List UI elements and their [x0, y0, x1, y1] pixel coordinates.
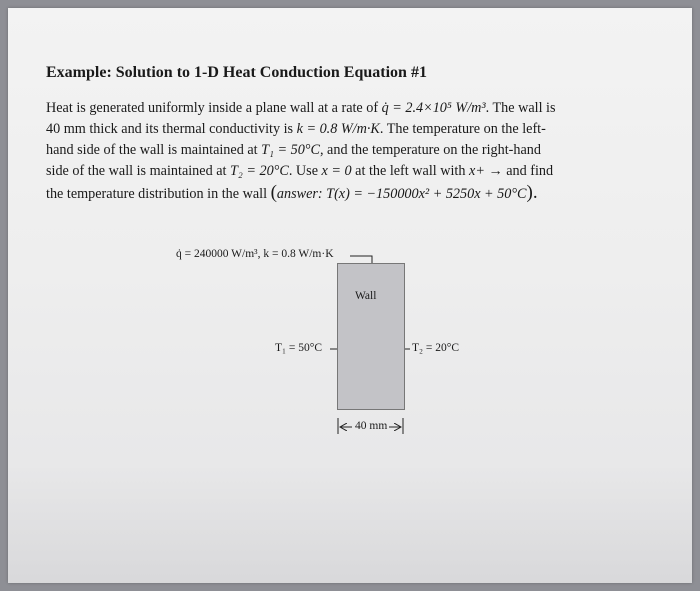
problem-line-2: 40 mm thick and its thermal conductivity is k = 0.8 W/m·K. The temperature on the left-	[46, 121, 546, 137]
answer-expression: : T(x) = −150000x² + 5250x + 50°C	[317, 186, 527, 202]
origin-expression: x = 0	[321, 163, 352, 179]
answer-open-paren: (	[270, 182, 277, 203]
given-values-label: q̇ = 240000 W/m³, k = 0.8 W/m·K	[176, 248, 334, 260]
left-temperature-expression: T₁ = 50°C	[261, 142, 320, 158]
right-temperature-label: T₂ = 20°C	[412, 342, 460, 354]
problem-line-3: hand side of the wall is maintained at T₁ = 50°C, and the temperature on the right-hand	[46, 142, 541, 158]
wall-label: Wall	[355, 290, 377, 302]
thickness-label: 40 mm	[355, 420, 388, 432]
right-temperature-expression: T₂ = 20°C	[230, 163, 289, 179]
conductivity-expression: k = 0.8 W/m·K	[296, 121, 380, 137]
problem-line-5: the temperature distribution in the wall (answer: T(x) = −150000x² + 5250x + 50°C).	[46, 182, 538, 203]
left-temperature-label: T₁ = 50°C	[275, 342, 323, 354]
answer-close-paren: ).	[526, 182, 538, 203]
answer-label: answer	[276, 186, 318, 202]
wall-rectangle	[337, 263, 405, 410]
heat-generation-expression: q̇ = 2.4×10⁵ W/m³	[381, 100, 486, 116]
problem-line-4: side of the wall is maintained at T₂ = 20°C. Use x = 0 at the left wall with x+ → and find	[46, 163, 554, 179]
problem-line-1: Heat is generated uniformly inside a plane wall at a rate of q̇ = 2.4×10⁵ W/m³. The wall is	[46, 100, 556, 116]
example-title: Example: Solution to 1-D Heat Conduction Equation #1	[46, 64, 427, 81]
direction-expression: x+ →	[469, 163, 503, 179]
